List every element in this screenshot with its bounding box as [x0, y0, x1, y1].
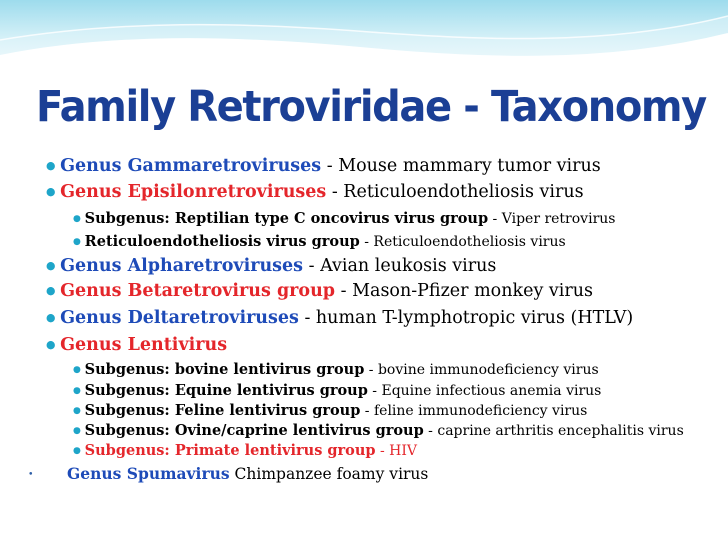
list-item: ● Genus Lentivirus	[46, 335, 228, 355]
list-item: ● Genus Deltaretroviruses - human T-lymphotropic virus (HTLV)	[46, 308, 634, 328]
bullet-icon: ●	[46, 338, 56, 352]
list-item: ● Subgenus: Feline lentivirus group - feline immunodeficiency virus	[73, 402, 588, 419]
bullet-icon: ●	[73, 386, 81, 397]
bullet-icon: ●	[46, 185, 56, 199]
bullet-icon: ●	[73, 446, 81, 457]
bullet-icon: ●	[73, 365, 81, 376]
list-item: ● Genus Episilonretroviruses - Reticuloendotheliosis virus	[46, 182, 584, 202]
bullet-icon: ●	[46, 259, 56, 273]
bullet-icon: ●	[73, 237, 81, 248]
list-item: ● Subgenus: bovine lentivirus group - bovine immunodeficiency virus	[73, 361, 599, 378]
list-item: • Genus Spumavirus Chimpanzee foamy virus	[28, 464, 429, 483]
bullet-icon: ●	[46, 311, 56, 325]
bullet-icon: ●	[73, 426, 81, 437]
bullet-icon: ●	[73, 406, 81, 417]
list-item: ● Subgenus: Reptilian type C oncovirus virus group - Viper retrovirus	[73, 210, 616, 227]
list-item: ● Subgenus: Equine lentivirus group - Equine infectious anemia virus	[73, 382, 602, 399]
bullet-icon: •	[28, 469, 34, 481]
list-item: ● Genus Alpharetroviruses - Avian leukosis virus	[46, 256, 497, 276]
list-item-highlighted: ● Subgenus: Primate lentivirus group - HIV	[73, 442, 418, 459]
list-item: ● Genus Betaretrovirus group - Mason-Pfizer monkey virus	[46, 281, 594, 301]
header-wave-decoration	[0, 0, 728, 80]
bullet-icon: ●	[46, 284, 56, 298]
bullet-icon: ●	[46, 159, 56, 173]
list-item: ● Genus Gammaretroviruses - Mouse mammary tumor virus	[46, 156, 601, 176]
slide-title: Family Retroviridae - Taxonomy	[36, 82, 706, 132]
list-item: ● Subgenus: Ovine/caprine lentivirus group - caprine arthritis encephalitis virus	[73, 422, 684, 439]
bullet-icon: ●	[73, 214, 81, 225]
list-item: ● Reticuloendotheliosis virus group - Reticuloendotheliosis virus	[73, 233, 566, 250]
